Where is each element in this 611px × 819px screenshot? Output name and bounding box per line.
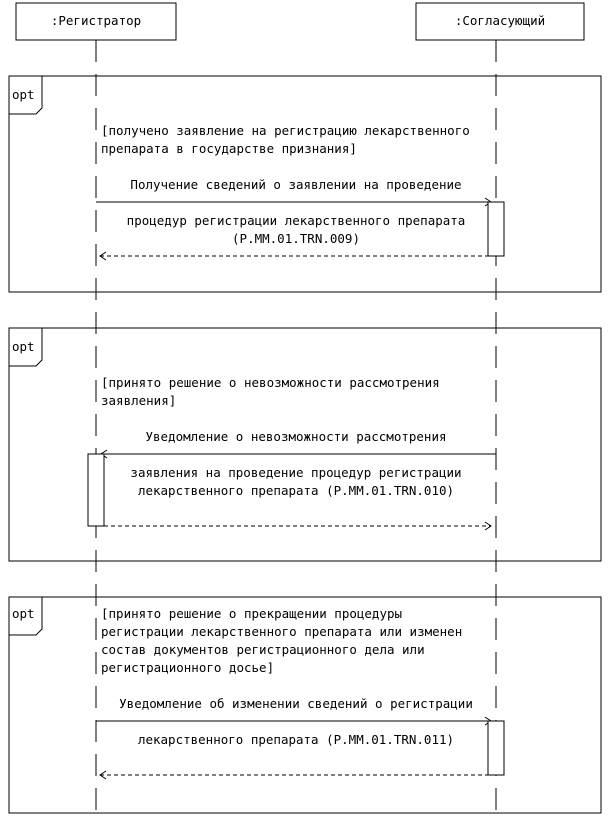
message-line: заявления на проведение процедур регистрации xyxy=(130,465,462,480)
message-line: Уведомление об изменении сведений о регистрации xyxy=(119,696,473,711)
fragment-operator-label: opt xyxy=(12,87,35,102)
fragment-operator-label: opt xyxy=(12,339,35,354)
guard-line: [получено заявление на регистрацию лекарственного xyxy=(101,123,470,138)
message-line: процедур регистрации лекарственного препарата xyxy=(126,213,466,228)
guard-line: заявления] xyxy=(101,393,177,408)
participant-label-registrar: :Регистратор xyxy=(50,13,142,28)
message-line: Уведомление о невозможности рассмотрения xyxy=(145,429,447,444)
guard-line: регистрационного досье] xyxy=(101,660,275,675)
guard-line: состав документов регистрационного дела или xyxy=(101,642,425,657)
participant-label-approver: :Согласующий xyxy=(454,13,546,28)
fragment-operator-label: opt xyxy=(12,606,35,621)
message-line: лекарственного препарата (P.MM.01.TRN.010) xyxy=(137,483,455,498)
guard-line: регистрации лекарственного препарата или изменен xyxy=(101,624,463,639)
message-line: (P.MM.01.TRN.009) xyxy=(232,231,360,246)
guard-line: [принято решение о прекращении процедуры xyxy=(101,606,403,621)
guard-line: [принято решение о невозможности рассмотрения xyxy=(101,375,440,390)
guard-line: препарата в государстве признания] xyxy=(101,141,357,156)
message-line: лекарственного препарата (P.MM.01.TRN.011) xyxy=(137,732,455,747)
message-line: Получение сведений о заявлении на проведение xyxy=(130,177,462,192)
